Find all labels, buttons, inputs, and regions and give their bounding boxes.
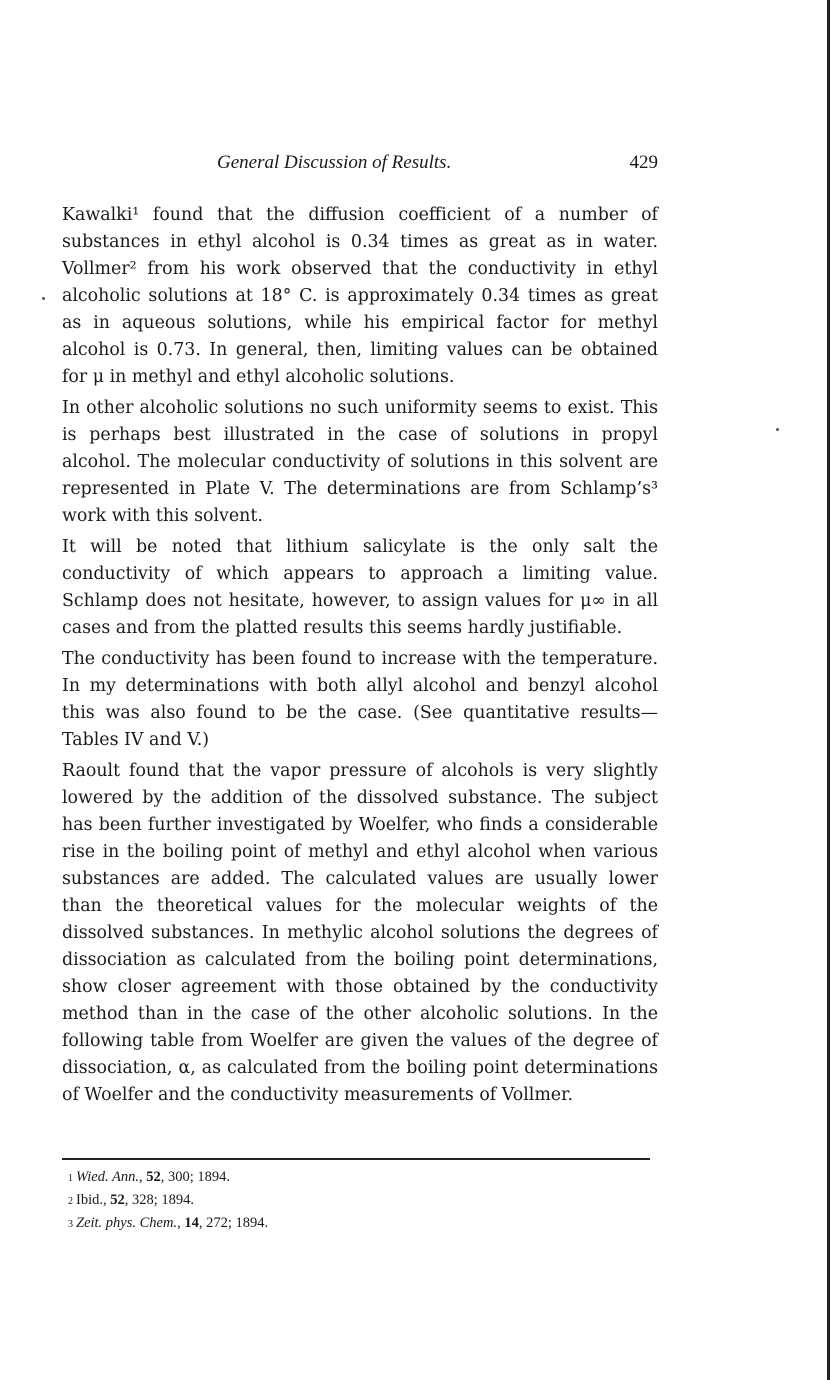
footnote-citation: , 300; 1894. [160,1169,230,1185]
running-head: General Discussion of Results. [217,152,452,173]
margin-mark [776,428,779,431]
paragraph: Raoult found that the vapor pressure of alcohols is very slightly lowered by the addition of the dissolved substance. The subject has been further investigated by Woelfer, who finds a considerable rise in the boiling point of methyl and ethyl alcohol when various substances are added. The calculated values are usually lower than the theoretical values for the molecular weights of the dissolved substances. In methylic alcohol solutions the degrees of dissociation as calculated from the boiling point determinations, show closer agreement with those obtained by the conductivity method than in the case of the other alcoholic solutions. In the following table from Woelfer are given the values of the degree of dissociation, α, as calculated from the boiling point determinations of Woelfer and the conductivity measurements of Vollmer. [62,761,658,1105]
footnote-volume: 52 [110,1192,125,1208]
margin-mark [42,297,45,300]
paragraph: Kawalki¹ found that the diffusion coefficient of a number of substances in ethyl alcohol is 0.34 times as great as in water. Vollmer² from his work observed that the conductivity in ethyl alcoholic solutions at 18° C. is approximately 0.34 times as great as in aqueous solutions, while his empirical factor for methyl alcohol is 0.73. In general, then, limiting values can be obtained for μ in methyl and ethyl alcoholic solutions. [62,205,658,387]
paragraph: It will be noted that lithium salicylate is the only salt the conductivity of which appears to approach a limiting value. Schlamp does not hesitate, however, to assign values for μ∞ in all cases and from the platted results this seems hardly justifiable. [62,537,658,638]
footnote-journal: Wied. Ann. [76,1169,139,1185]
footnote-volume: 14 [184,1215,199,1231]
body-text [62,202,658,1113]
footnote-journal: Zeit. phys. Chem. [76,1215,178,1231]
paragraph: In other alcoholic solutions no such uniformity seems to exist. This is perhaps best illustrated in the case of solutions in propyl alcohol. The molecular conductivity of solutions in this solvent are represented in Plate V. The determinations are from Schlamp’s³ work with this solvent. [62,398,658,526]
footnote-mark: 3 [68,1219,73,1230]
footnote-volume: 52 [146,1169,161,1185]
footnotes [68,1166,628,1235]
footnote: $^2$ Ibid., 52, 328; 1894. [68,1192,195,1208]
footnote: $^1$ Wied. Ann., 52, 300; 1894. [68,1169,230,1185]
footnote-journal: Ibid. [76,1192,103,1208]
footnote-rule [62,1158,650,1160]
paragraph: The conductivity has been found to increase with the temperature. In my determinations with both allyl alcohol and benzyl alcohol this was also found to be the case. (See quantitative results—Tables IV and V.) [62,649,658,750]
footnote-mark: 2 [68,1196,73,1207]
footnote: $^3$ Zeit. phys. Chem., 14, 272; 1894. [68,1215,269,1231]
page-number: 429 [629,152,658,173]
footnote-citation: , 328; 1894. [124,1192,195,1208]
footnote-citation: , 272; 1894. [198,1215,269,1231]
footnote-mark: 1 [68,1173,73,1184]
page-header [62,150,658,182]
